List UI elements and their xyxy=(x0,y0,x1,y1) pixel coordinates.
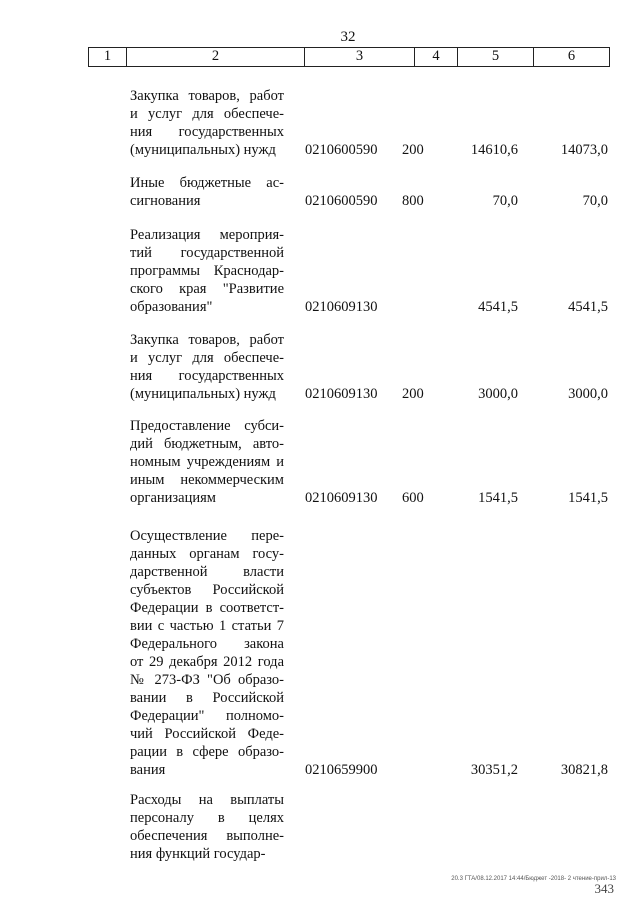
row-value-col5: 70,0 xyxy=(492,193,518,209)
row-name xyxy=(130,87,284,159)
footer-file-path: 20.3 ГТА/08.12.2017 14:44/Бюджет -2018- 2 чтение-прил-13 xyxy=(451,876,616,882)
row-name-line: от 29 декабря 2012 года xyxy=(130,654,284,670)
row-name-line: и услуг для обеспече- xyxy=(130,106,284,122)
row-name-line: ского края "Развитие xyxy=(130,281,284,297)
row-value-col5: 1541,5 xyxy=(478,490,518,506)
row-expense-type: 600 xyxy=(402,490,424,506)
footer-page-number: 343 xyxy=(594,881,614,896)
row-code: 0210600590 xyxy=(305,193,378,209)
row-value-col5: 30351,2 xyxy=(470,762,518,778)
row-name-line: (муниципальных) нужд xyxy=(130,142,276,158)
row-name-line: Предоставление субси- xyxy=(130,418,284,434)
row-value-col6: 1541,5 xyxy=(568,490,608,506)
row-name xyxy=(130,527,284,779)
row-name-line: дий бюджетным, авто- xyxy=(130,436,284,452)
row-code: 0210600590 xyxy=(305,142,378,158)
table-header-row xyxy=(88,47,610,67)
row-name-line: Федерации в соответст- xyxy=(130,600,284,616)
row-name xyxy=(130,331,284,403)
row-value-col5: 3000,0 xyxy=(478,386,518,402)
row-code: 0210659900 xyxy=(305,762,378,778)
row-name-line: (муниципальных) нужд xyxy=(130,386,276,402)
budget-table xyxy=(88,47,610,862)
row-expense-type: 200 xyxy=(402,386,424,402)
row-value-col5: 4541,5 xyxy=(478,299,518,315)
row-name-line: обеспечения выполне- xyxy=(130,828,284,844)
row-value-col6: 3000,0 xyxy=(568,386,608,402)
row-code: 0210609130 xyxy=(305,299,378,315)
row-name-line: организациям xyxy=(130,490,216,506)
header-col-5: 5 xyxy=(457,48,533,66)
row-name-line: персоналу в целях xyxy=(130,810,284,826)
row-name-line: образования" xyxy=(130,299,213,315)
row-name-line: номным учреждениям и xyxy=(130,454,284,470)
row-value-col6: 4541,5 xyxy=(568,299,608,315)
row-code: 0210609130 xyxy=(305,386,378,402)
header-col-2: 2 xyxy=(126,48,304,66)
row-expense-type: 200 xyxy=(402,142,424,158)
row-name-line: вании в Российской xyxy=(130,690,284,706)
row-name xyxy=(130,174,284,210)
row-code: 0210609130 xyxy=(305,490,378,506)
row-name xyxy=(130,417,284,507)
row-value-col5: 14610,6 xyxy=(470,142,518,158)
row-name-line: вания xyxy=(130,762,166,778)
row-name-line: Федерального закона xyxy=(130,636,284,652)
row-name-line: Закупка товаров, работ xyxy=(130,332,284,348)
row-name-line: Закупка товаров, работ xyxy=(130,88,284,104)
row-name xyxy=(130,226,284,316)
header-col-6: 6 xyxy=(533,48,610,66)
row-name-line: Иные бюджетные ас- xyxy=(130,175,284,191)
row-name-line: Осуществление пере- xyxy=(130,528,284,544)
row-name-line: дарственной власти xyxy=(130,564,284,580)
row-expense-type: 800 xyxy=(402,193,424,209)
row-name-line: рации в сфере образо- xyxy=(130,744,284,760)
header-col-1: 1 xyxy=(88,48,126,66)
row-name-line: Реализация мероприя- xyxy=(130,227,284,243)
row-name-line: ния государственных xyxy=(130,124,284,140)
row-name-line: субъектов Российской xyxy=(130,582,284,598)
row-name xyxy=(130,791,284,863)
row-name-line: тий государственной xyxy=(130,245,284,261)
row-value-col6: 70,0 xyxy=(582,193,608,209)
row-name-line: ния функций государ- xyxy=(130,846,266,862)
row-name-line: № 273-ФЗ "Об образо- xyxy=(130,672,284,688)
row-name-line: Федерации" полномо- xyxy=(130,708,284,724)
row-value-col6: 14073,0 xyxy=(560,142,608,158)
row-name-line: и услуг для обеспече- xyxy=(130,350,284,366)
row-name-line: вии с частью 1 статьи 7 xyxy=(130,618,284,634)
header-col-3: 3 xyxy=(304,48,414,66)
row-name-line: программы Краснодар- xyxy=(130,263,284,279)
header-col-4: 4 xyxy=(414,48,457,66)
row-name-line: данных органам госу- xyxy=(130,546,284,562)
row-value-col6: 30821,8 xyxy=(560,762,608,778)
row-name-line: сигнования xyxy=(130,193,201,209)
row-name-line: Расходы на выплаты xyxy=(130,792,284,808)
row-name-line: чий Российской Феде- xyxy=(130,726,284,742)
row-name-line: ния государственных xyxy=(130,368,284,384)
row-name-line: иным некоммерческим xyxy=(130,472,284,488)
page-number: 32 xyxy=(340,29,356,45)
